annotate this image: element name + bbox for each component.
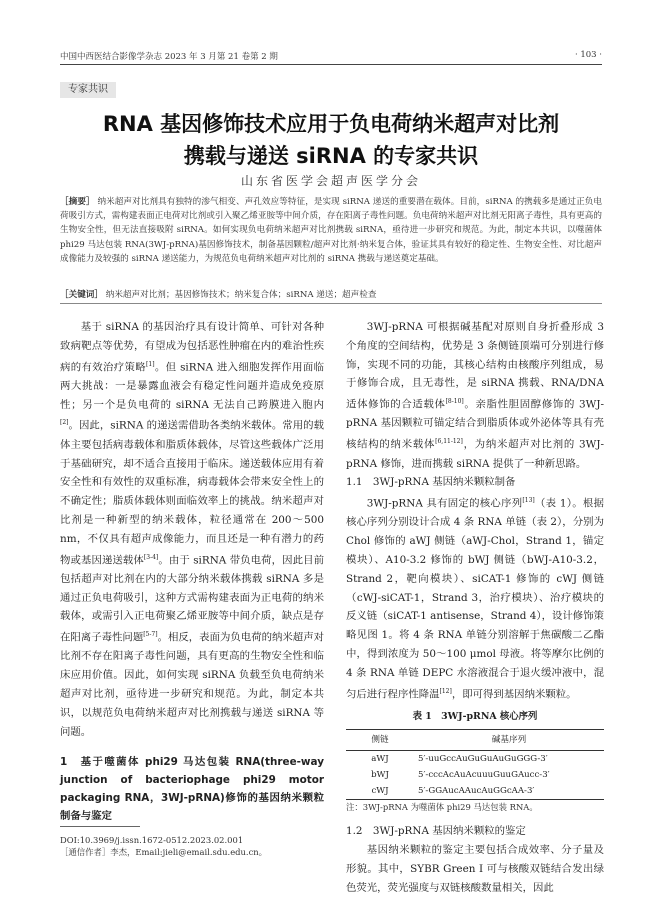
citation[interactable]: [1] [146, 360, 155, 368]
table-1-title: 表 1 3WJ-pRNA 核心序列 [412, 710, 538, 722]
keywords [60, 288, 602, 300]
abstract [60, 195, 602, 266]
citation[interactable]: [6,11-12] [435, 438, 463, 446]
table-row: aWJ 5′-uuGccAuGuGuAuGuGGG-3′ [371, 754, 548, 765]
right-column [346, 318, 604, 898]
header-rule [60, 64, 602, 65]
citation[interactable]: [13] [522, 497, 535, 505]
keywords-text: 纳米超声对比剂；基因修饰技术；纳米复合体；siRNA 递送；超声检查 [105, 290, 377, 300]
article-title [60, 108, 602, 172]
corresponding-author: ［通信作者］李杰，Email:jieli@email.sdu.edu.cn。 [60, 847, 268, 857]
title-line-1: RNA 基因修饰技术应用于负电荷纳米超声对比剂 [102, 112, 560, 136]
running-header [60, 50, 602, 62]
paragraph-3wj: 3WJ-pRNA 可根据碱基配对原则自身折叠形成 3 个角度的空间结构，优势是 3 条侧链顶端可分别进行修饰，实现不同的功能，其核心结构由核酸序列组成，易于修饰合成，且无毒性，是 siRNA 携载、RNA/DNA 适体修饰的合适载体[8-10]。亲脂性胆固醇修饰的 3WJ-pRNA 基因颗粒可锚定结合到脂质体或外泌体等具有壳核结构的纳米载体[6,11-12]，为纳米超声对比剂的 3WJ-pRNA 修饰，进而携载 siRNA 提供了一种新思路。 [346, 321, 604, 470]
keywords-rule [60, 303, 602, 304]
citation[interactable]: [12] [439, 687, 452, 695]
intro-paragraph: 基于 siRNA 的基因治疗具有设计简单、可针对各种致病靶点等优势，有望成为包括恶性肿瘤在内的难治性疾病的有效治疗策略[1]。但 siRNA 进入细胞发挥作用面临两大挑战：一是暴露血液会有稳定性问题并造成免疫原性；另一个是负电荷的 siRNA 无法自己跨膜进入胞内[2]。因此，siRNA 的递送需借助各类纳米载体。常用的载体主要包括病毒载体和脂质体载体，尽管这些载体广泛用于基础研究，却不适合直接用于临床。递送载体应用有着安全性和有效性的双重标准，病毒载体会带来安全性上的不确定性；脂质体载体则面临效率上的挑战。纳米超声对比剂是一种新型的纳米载体，粒径通常在 200～500 nm，不仅具有超声成像能力，而且还是一种有潜力的药物或基因递送载体[3-4]。由于 siRNA 带负电荷，因此目前包括超声对比剂在内的大部分纳米载体携载 siRNA 多是通过正负电荷吸引，这种方式需构建表面为正电荷的纳米载体，或需引入正电荷聚乙烯亚胺等中间介质，缺点是存在阳离子毒性问题[5-7]。相反，表面为负电荷的纳米超声对比剂不存在阳离子毒性问题，具有更高的生物安全性和临床应用价值。因此，如何实现 siRNA 负载至负电荷纳米超声对比剂，亟待进一步研究和规范。为此，制定本共识，以规范负电荷纳米超声对比剂携载与递送 siRNA 等问题。 [60, 321, 325, 738]
abstract-text: 纳米超声对比剂具有独特的渗气相变、声孔效应等特征，是实现 siRNA 递送的重要潜在载体。目前，siRNA 的携载多是通过正负电荷吸引方式，需构建表面正电荷对比剂或引入聚乙烯亚胺等中间介质，存在阳离子毒性问题。负电荷纳米超声对比剂无阳离子毒性，具有更高的生物安全性，但无法直接吸附 siRNA。如何实现负电荷纳米超声对比剂携载 siRNA，亟待进一步研究和规范。为此，制定本共识，以噬菌体 phi29 马达包装 RNA(3WJ-pRNA)基因修饰技术，制备基因颗粒/超声对比剂·纳米复合体，验证其具有较好的稳定性、生物安全性、对比超声成像能力及较强的 siRNA 递送能力，为规范负电荷纳米超声对比剂的 siRNA 携载与递送奠定基础。 [60, 197, 602, 264]
abstract-label: ［摘要］ [60, 197, 95, 207]
table-row: cWJ 5′-GGAucAAucAuGGcAA-3′ [346, 783, 604, 800]
citation[interactable]: [2] [60, 419, 69, 427]
subsection-1-1-heading: 1.1 3WJ-pRNA 基因纳米颗粒制备 [346, 476, 516, 489]
journal-info: 中国中西医结合影像学杂志 2023 年 3 月第 21 卷第 2 期 [60, 52, 278, 62]
keywords-label: ［关键词］ [60, 290, 103, 300]
table-row: bWJ 5′-cccAcAuAcuuuGuuGAucc-3′ [371, 770, 550, 781]
category-tag: 专家共识 [60, 82, 116, 98]
table-header: 碱基序列 [414, 729, 604, 751]
title-line-2: 携载与递送 siRNA 的专家共识 [183, 144, 479, 168]
subsection-1-2-heading: 1.2 3WJ-pRNA 基因纳米颗粒的鉴定 [346, 825, 526, 838]
doi[interactable]: DOI:10.3969/j.issn.1672-0512.2023.02.001 [60, 835, 244, 845]
author-line: 山东省医学会超声医学分会 [240, 174, 421, 188]
section-1-heading: 1 基于噬菌体 phi29 马达包装 RNA(three-way junction of bacteriophage phi29 motor packaging RNA，3WJ-pRNA)修饰的基因纳米颗粒制备与鉴定 [60, 756, 324, 823]
page-number: · 103 · [574, 50, 602, 60]
citation[interactable]: [8-10] [445, 398, 464, 406]
footnote-rule [60, 826, 140, 827]
citation[interactable]: [3-4] [143, 553, 159, 561]
paragraph-identification: 基因纳米颗粒的鉴定主要包括合成效率、分子量及形貌。其中，SYBR Green I 可与核酸双链结合发出绿色荧光，荧光强度与双链核酸数量相关，因此 [346, 844, 604, 894]
footnote [60, 834, 340, 858]
table-header: 侧链 [346, 729, 414, 751]
table-note: 注：3WJ-pRNA 为噬菌体 phi29 马达包装 RNA。 [346, 802, 538, 813]
table-1 [346, 729, 604, 801]
citation[interactable]: [5-7] [143, 631, 158, 639]
paragraph-preparation: 3WJ-pRNA 具有固定的核心序列[13]（表 1）。根据核心序列分别设计合成 4 条 RNA 单链（表 2），分别为 Chol 修饰的 aWJ 侧链（aWJ-Chol，Strand 1，锚定模块）、A10-3.2 修饰的 bWJ 侧链（bWJ-A10-3.2，Strand 2，靶向模块）、siCAT-1 修饰的 cWJ 侧链（cWJ-siCAT-1，Strand 3，治疗模块）、治疗模块的反义链（siCAT-1 antisense，Strand 4），设计修饰策略见图 1。将 4 条 RNA 单链分别溶解于焦碳酸二乙酯中，得到浓度为 50～100 μmol 母液。将等摩尔比例的 4 条 RNA 单链 DEPC 水溶液混合于退火缓冲液中，混匀后进行程序性降温[12]，即可得到基因纳米颗粒。 [346, 497, 604, 701]
left-column [60, 318, 324, 825]
